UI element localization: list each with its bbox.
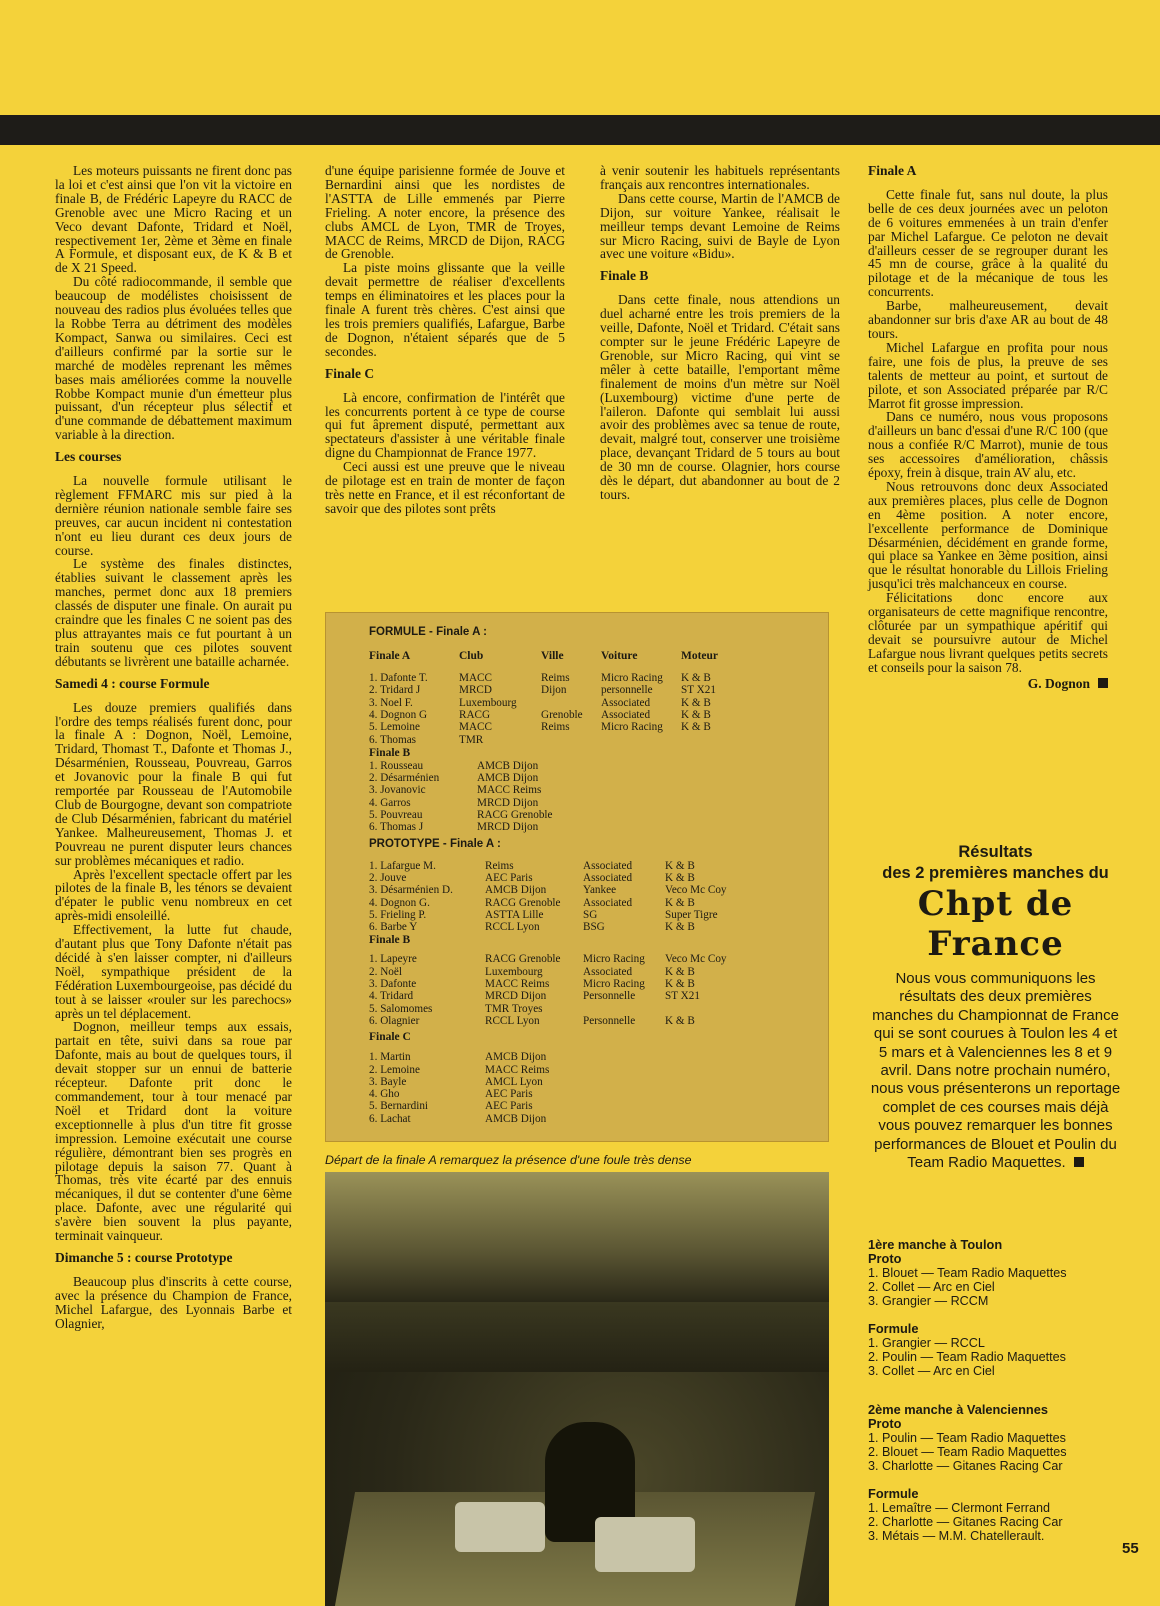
results-table [325,612,829,1142]
photo-caption: Départ de la finale A remarquez la présence d'une foule très dense [325,1153,692,1167]
table-row [325,772,829,785]
results-category: Proto [868,1416,902,1431]
table-cell: K & B [665,1014,695,1027]
table-cell: K & B [681,721,711,734]
table-cell: 4. Tridard [369,990,414,1003]
header-bar [0,115,1160,145]
paragraph: Nous retrouvons donc deux Associated aux premières places, plus celle de Dognon en 4ème position. A noter encore, l'excellente performance de Dominique Désarménien, décidément en grande forme, qui place sa Yankee en 3ème position, ainsi que le résultat honorable du Lillois Frieling jusqu'ici très malchanceux en course. [868,478,1108,592]
table-cell: RCCL Lyon [485,921,540,934]
box-title: France [927,924,1064,964]
table-cell: 5. Bernardini [369,1100,429,1113]
result-line: 3. Grangier — RCCM [868,1294,989,1308]
table-row [325,672,829,685]
table-cell: 1. Martin [369,1051,411,1064]
table-row [325,1003,829,1016]
result-line: 1. Blouet — Team Radio Maquettes [868,1266,1067,1280]
table-cell: 4. Garros [369,796,411,809]
paragraph: Beaucoup plus d'inscrits à cette course, avec la présence du Champion de France, Michel Lafargue, des Lyonnais Barbe et Olagnier, [55,1273,292,1331]
table-cell: RCCL Lyon [485,1014,540,1027]
table-row [325,921,829,934]
table-row [325,1076,829,1089]
table-cell: Personnelle [583,1014,636,1027]
result-line: 3. Charlotte — Gitanes Racing Car [868,1459,1063,1473]
championship-box [868,842,1123,1172]
table-row [325,860,829,873]
end-square-icon [1074,1157,1084,1167]
table-title: FORMULE - Finale A : [369,626,487,638]
paragraph: Les douze premiers qualifiés dans l'ordre des temps réalisés furent donc, pour la finale A : Dognon, Noël, Lemoine, Tridard, Thomast T., Dafonte et Thomas J., Désarménien, Rousseau, Pouvreau, Garros et Jovanovic pour la finale B qui fut remportée par Rousseau de l'Automobile Club de Bourgogne, devant son compatriote de Club Désarménien, fabricant du matériel Yankee. Malheureusement, Thomas J. et Pouvreau ne purent disputer leurs chances sur problèmes mécaniques et radio. [55,699,292,868]
table-row [325,1064,829,1077]
table-row [325,784,829,797]
table-row [325,821,829,834]
table-cell: ASTTA Lille [485,908,544,921]
paragraph: à venir soutenir les habituels représentants français aux rencontres internationales. [600,163,840,192]
paragraph: Effectivement, la lutte fut chaude, d'autant plus que Tony Dafonte n'était pas décidé à s'en laisser compter, ni d'ailleurs Noël, sympathique président de la Fédération Luxembourgeoise, pas décidé du tout à se laisser «rouler sur les parechocs» après un tel déplacement. [55,922,292,1021]
table-cell: 2. Désarménien [369,772,440,785]
table-cell: RACG Grenoble [477,809,553,821]
article-column-2 [325,164,565,516]
paragraph: d'une équipe parisienne formée de Jouve et Bernardini ainsi que les nordistes de l'ASTTA de Lille emmenés par Pierre Frieling. A noter encore, la présence des clubs AMCL de Lyon, TMR de Troyes, MACC de Reims, MRCD de Dijon, RACG de Grenoble. [325,163,565,262]
paragraph: Dans ce numéro, nous vous proposons d'ailleurs un banc d'essai d'une R/C 100 (que nous a confiée R/C Marrot), munie de tous ses accessoires d'amélioration, châssis époxy, frein à disque, train AV alu, etc. [868,409,1108,481]
table-cell: AMCB Dijon [477,772,539,785]
table-cell: MACC [459,672,492,684]
table-cell: 6. Barbe Y [369,921,418,934]
table-cell: Veco Mc Coy [665,953,727,966]
table-cell: K & B [665,859,695,872]
paragraph: Michel Lafargue en profita pour nous faire, une fois de plus, la preuve de ses talents de metteur au point, et surtout de pilote, et son Associated préparée par R/C Marrot fit grosse impression. [868,339,1108,411]
table-header: Ville [541,650,564,662]
table-header: Finale A [369,650,411,662]
table-cell: Reims [541,672,570,684]
article-column-4 [868,164,1108,691]
result-line: 2. Charlotte — Gitanes Racing Car [868,1515,1063,1529]
table-cell: ST X21 [665,990,700,1003]
section-heading: Samedi 4 : course Formule [55,675,210,691]
table-cell: Luxembourg [459,696,517,709]
table-row [325,809,829,822]
table-cell: K & B [665,965,695,978]
table-row [325,1051,829,1064]
table-row [325,966,829,979]
table-cell: 6. Lachat [369,1112,411,1125]
table-cell: RACG Grenoble [485,953,561,966]
table-cell: MRCD [459,684,492,697]
table-cell: RACG [459,708,491,721]
result-line: 3. Collet — Arc en Ciel [868,1364,995,1378]
results-category: Proto [868,1251,902,1266]
table-cell: AMCB Dijon [485,1051,547,1064]
table-cell: RACG Grenoble [485,896,561,909]
table-cell: Associated [583,896,633,909]
paragraph: Le système des finales distinctes, établies suivant le classement après les manches, permet donc aux 18 premiers classés de disputer une finale. On aurait pu craindre que les finales C ne soient pas des plus attrayantes mais ce fut pourtant à un train soutenu que ces pilotes souvent débutants se livrèrent une bataille acharnée. [55,556,292,669]
table-cell: SG [583,908,598,921]
table-cell: Associated [583,965,633,978]
table-cell: 3. Désarménien D. [369,884,453,897]
race-start-photo [325,1172,829,1606]
paragraph: Cette finale fut, sans nul doute, la plus belle de ces deux journées avec un peloton de 6 voitures emmenées à un train d'enfer par Michel Lafargue. Ce peloton ne devait d'ailleurs cesser de se regrouper durant les 45 mn de course, grâce à la qualité du pilotage et de la mécanique de tous les concurrents. [868,186,1108,300]
table-cell: K & B [665,978,695,990]
author-signature [868,677,1108,691]
table-cell: Associated [583,871,633,884]
result-line: 3. Métais — M.M. Chatellerault. [868,1529,1045,1543]
table-row [325,709,829,722]
result-line: 2. Poulin — Team Radio Maquettes [868,1350,1066,1364]
table-cell: Personnelle [583,990,636,1003]
paragraph: Ceci aussi est une preuve que le niveau de pilotage est en train de monter de façon très nette en France, et il est réconfortant de savoir que des pilotes sont prêts [325,459,565,516]
table-cell: Micro Racing [583,978,645,990]
table-cell: 2. Tridard J [369,684,421,697]
table-cell: 3. Jovanovic [369,784,426,797]
table-cell: MACC [459,721,492,734]
table-row [325,884,829,897]
table-cell: Veco Mc Coy [665,884,727,897]
box-title: Chpt de [917,884,1074,924]
table-cell: BSG [583,921,605,934]
table-cell: K & B [665,871,695,884]
paragraph: Dans cette finale, nous attendions un duel acharné entre les trois premiers de la veille, Dafonte, Noël et Tridard. C'était sans compter sur le jeune Frédéric Lapeyre de Grenoble, sur Micro Racing, qui vint se mêler à cette bataille, l'emportant même finalement de moins d'un mètre sur Noël (Luxembourg) victime d'une perte de l'aileron. Dafonte qui semblait lui aussi avoir des problèmes avec sa tenue de route, devait, malgré tout, conserver une troisième place, devançant Tridard de 5 tours au bout de 30 mn de course. Olagnier, hors course dès le départ, dut abandonner au bout de 2 tours. [600,292,840,502]
photo-car [595,1517,695,1572]
table-cell: Luxembourg [485,965,543,978]
photo-wall [325,1302,829,1372]
result-line: 1. Lemaître — Clermont Ferrand [868,1501,1050,1515]
table-row [325,909,829,922]
table-cell: 1. Dafonte T. [369,672,428,684]
table-cell: personnelle [601,684,653,697]
table-cell: 2. Jouve [369,871,407,884]
table-cell: K & B [681,672,711,684]
table-cell: 4. Gho [369,1088,400,1101]
table-cell: Micro Racing [601,721,663,734]
results-category: Formule [868,1321,919,1336]
table-row [325,734,829,747]
table-cell: MRCD Dijon [485,990,547,1003]
table-cell: 4. Dognon G. [369,896,430,909]
section-heading: Finale C [325,365,375,381]
paragraph: Félicitations donc encore aux organisateurs de cette magnifique rencontre, clôturée par un sympathique apéritif qui devait se poursuivre autour de Michel Lafargue nous livrant quelques petits secrets et conseils pour la saison 78. [868,590,1108,675]
table-cell: 5. Lemoine [369,721,420,734]
table-row [325,1015,829,1028]
photo-car [455,1502,545,1552]
section-heading: Finale B [600,268,649,284]
table-cell: 6. Thomas J [369,821,424,834]
end-square-icon [1098,678,1108,688]
result-line: 2. Blouet — Team Radio Maquettes [868,1445,1067,1459]
paragraph: La piste moins glissante que la veille devait permettre de réaliser d'excellents temps en éliminatoires et les places pour la finale A furent très chères. C'est ainsi que les trois premiers qualifiés, Lafargue, Barbe de Dognon, n'étaient séparés que de 5 secondes. [325,260,565,359]
table-cell: TMR Troyes [485,1002,543,1015]
table-cell: 2. Noël [369,965,402,978]
table-cell: AMCB Dijon [485,1112,547,1125]
article-column-1 [55,164,292,1331]
table-cell: K & B [665,896,695,909]
table-cell: 6. Olagnier [369,1014,420,1027]
result-line: 1. Grangier — RCCL [868,1336,985,1350]
results-valenciennes [868,1403,1128,1543]
paragraph: Après l'excellent spectacle offert par les pilotes de la finale B, les ténors se devaient d'épater le public venu nombreux en cet après-midi ensoleillé. [55,866,292,924]
table-row [325,872,829,885]
table-cell: K & B [665,921,695,934]
table-row [325,684,829,697]
table-cell: 1. Rousseau [369,759,424,772]
paragraph: Les moteurs puissants ne firent donc pas la loi et c'est ainsi que l'on vit la victoire en finale B, de Frédéric Lapeyre du RACC de Grenoble avec une Micro Racing et un Veco devant Dafonte, Tridard et Noël, respectivement 1er, 2ème et 3ème en finale A Formule, et disposant eux, de K & B et de X 21 Speed. [55,163,292,276]
table-cell: Micro Racing [601,672,663,684]
article-column-3 [600,164,840,502]
table-cell: 5. Pouvreau [369,809,423,821]
table-cell: AEC Paris [485,1100,533,1113]
results-heading: 1ère manche à Toulon [868,1237,1003,1252]
section-heading: Les courses [55,449,122,465]
table-cell: Associated [601,708,651,721]
table-cell: 2. Lemoine [369,1063,420,1076]
paragraph: Barbe, malheureusement, devait abandonner sur bris d'axe AR au bout de 48 tours. [868,298,1108,341]
table-cell: 1. Lafargue M. [369,859,436,872]
result-line: 2. Collet — Arc en Ciel [868,1280,995,1294]
table-row [325,990,829,1003]
author-name: G. Dognon [1027,675,1090,691]
table-cell: 6. Thomas [369,733,417,746]
results-heading: 2ème manche à Valenciennes [868,1402,1048,1417]
table-cell: Dijon [541,684,567,697]
table-cell: MACC Reims [485,1063,550,1076]
box-subtitle: des 2 premières manches du [882,864,1109,882]
table-cell: AMCL Lyon [485,1075,543,1088]
results-toulon [868,1238,1128,1378]
results-category: Formule [868,1486,919,1501]
table-cell: 3. Noel F. [369,696,413,709]
table-subheading: Finale B [369,934,411,947]
table-cell: Reims [485,859,514,872]
table-row [325,897,829,910]
table-cell: MRCD Dijon [477,796,539,809]
table-cell: MRCD Dijon [477,821,539,834]
table-cell: 3. Bayle [369,1075,407,1088]
table-row [325,721,829,734]
table-cell: AEC Paris [485,1088,533,1101]
table-row [325,797,829,810]
table-subheading: Finale B [369,746,411,759]
table-subheading: Finale C [369,1031,411,1044]
paragraph: Dognon, meilleur temps aux essais, partait en tête, suivi dans sa roue par Dafonte, mais au bout de quelques tours, il devait stopper sur un ennui de batterie récepteur. Dafonte prit donc le commandement, tour à tour menacé par Noël et Tridard dont la voiture exceptionnelle à plus d'un titre fit grosse impression. Lemoine exécutait une course régulière, démontrant bien ses progrès en pilotage depuis la saison 77. Quant à Thomas, très vite écarté par des ennuis mécaniques, il dut se contenter d'une 6ème place. Dafonte, avec une régularité qui s'avère bien souvent la plus payante, terminait vainqueur. [55,1019,292,1244]
paragraph: Dans cette course, Martin de l'AMCB de Dijon, sur voiture Yankee, réalisait le meilleur temps devant Lemoine de Reims sur Micro Racing, suivi de Bayle de Lyon avec une voiture «Bidu». [600,190,840,262]
table-row [325,1100,829,1113]
table-cell: AEC Paris [485,871,533,884]
table-title: PROTOTYPE - Finale A : [369,837,501,850]
box-intro [868,970,1123,1172]
photo-ceiling [325,1172,829,1302]
table-header: Voiture [601,650,638,662]
paragraph: Là encore, confirmation de l'intérêt que les concurrents portent à ce type de course qui fut âprement disputé, permettant aux spectateurs d'assister à une véritable finale digne du Championnat de France 1977. [325,389,565,461]
table-cell: 3. Dafonte [369,978,417,990]
table-cell: MACC Reims [477,784,542,797]
table-cell: 5. Frieling P. [369,908,427,921]
table-row [325,1113,829,1126]
table-cell: Grenoble [541,708,583,721]
table-cell: MACC Reims [485,978,550,990]
section-heading: Dimanche 5 : course Prototype [55,1249,233,1265]
table-header: Club [459,650,484,662]
table-row [325,953,829,966]
paragraph: Du côté radiocommande, il semble que beaucoup de modélistes choisissent de nouveau des radios plus évoluées telles que la Robbe Terra au détriment des modèles Kompact, Sanwa ou similaires. Ceci est d'ailleurs confirmé par la sortie sur le marché de modèles reprenant les mêmes bases mais améliorées comme la nouvelle Robbe Kompact munie d'un émetteur plus puissant, d'un récepteur plus sélectif et d'une commande de débattement maximum variable à la direction. [55,274,292,443]
table-header: Moteur [681,650,719,662]
table-row [325,760,829,773]
table-cell: K & B [681,696,711,709]
section-heading: Finale A [868,163,917,178]
table-cell: 1. Lapeyre [369,953,417,966]
table-cell: AMCB Dijon [477,759,539,772]
table-row [325,1088,829,1101]
box-subtitle: Résultats [958,843,1033,861]
table-cell: K & B [681,708,711,721]
table-cell: Micro Racing [583,953,645,966]
paragraph: La nouvelle formule utilisant le règlement FFMARC mis sur pied à la dernière réunion nationale semble faire ses preuves, car aucun incident ni contestation n'ont eu lieu durant ces deux jours de course. [55,473,292,558]
table-cell: Associated [601,696,651,709]
table-cell: TMR [459,733,484,746]
table-cell: 5. Salomomes [369,1002,433,1015]
result-line: 1. Poulin — Team Radio Maquettes [868,1431,1066,1445]
table-cell: Super Tigre [665,908,718,921]
table-cell: AMCB Dijon [485,884,547,897]
table-row [325,978,829,991]
table-row [325,697,829,710]
box-intro-text: Nous vous communiquons les résultats des deux premières manches du Championnat de France qui se sont courues à Toulon les 4 et 5 mars et à Valenciennes les 8 et 9 avril. Dans notre prochain numéro, nous vous présenterons un reportage complet de ces courses mais déjà vous pouvez remarquer les bonnes performances de Blouet et Poulin du Team Radio Maquettes. [870,970,1121,1172]
table-cell: Yankee [583,884,617,897]
table-cell: Associated [583,859,633,872]
table-cell: ST X21 [681,684,716,697]
table-cell: Reims [541,721,570,734]
table-cell: 4. Dognon G [369,708,428,721]
page-number: 55 [1122,1540,1139,1557]
